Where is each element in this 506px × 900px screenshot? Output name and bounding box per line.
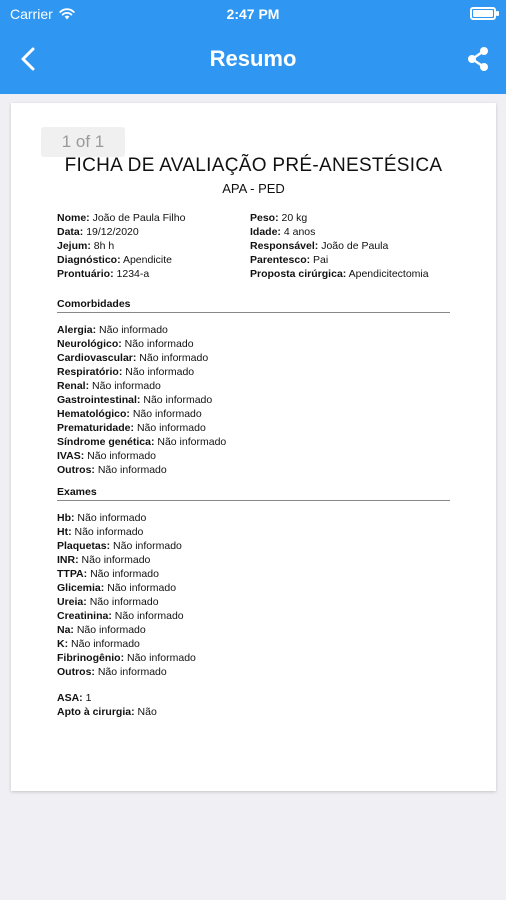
list-item: Renal: Não informado: [57, 380, 161, 392]
list-item: Fibrinogênio: Não informado: [57, 652, 196, 664]
info-row: Peso: 20 kg: [250, 212, 308, 224]
battery-icon: [470, 7, 496, 20]
list-item: Hematológico: Não informado: [57, 408, 202, 420]
asa-row: ASA: 1: [57, 692, 92, 704]
list-item: Creatinina: Não informado: [57, 610, 184, 622]
info-row: Diagnóstico: Apendicite: [57, 254, 172, 266]
navigation-bar: [0, 28, 506, 94]
list-item: Alergia: Não informado: [57, 324, 168, 336]
carrier-label: Carrier: [10, 6, 53, 22]
list-item: Gastrointestinal: Não informado: [57, 394, 213, 406]
list-item: Outros: Não informado: [57, 666, 167, 678]
document-subtitle: APA - PED: [222, 181, 285, 196]
list-item: K: Não informado: [57, 638, 140, 650]
info-row: Proposta cirúrgica: Apendicitectomia: [250, 268, 429, 280]
list-item: Na: Não informado: [57, 624, 146, 636]
list-item: Plaquetas: Não informado: [57, 540, 182, 552]
list-item: Síndrome genética: Não informado: [57, 436, 227, 448]
list-item: Outros: Não informado: [57, 464, 167, 476]
list-item: Prematuridade: Não informado: [57, 422, 206, 434]
status-bar: [0, 0, 506, 28]
final-assessment: [57, 691, 457, 719]
info-row: Prontuário: 1234-a: [57, 268, 150, 280]
exames-list: [57, 511, 457, 679]
page-title: Resumo: [209, 46, 297, 71]
apto-row: Apto à cirurgia: Não: [57, 706, 157, 718]
list-item: IVAS: Não informado: [57, 450, 157, 462]
list-item: Neurológico: Não informado: [57, 338, 194, 350]
list-item: Ureia: Não informado: [57, 596, 159, 608]
info-row: Data: 19/12/2020: [57, 226, 139, 238]
section-header-exames: Exames: [57, 486, 450, 501]
info-row: Responsável: João de Paula: [250, 240, 389, 252]
status-time: 2:47 PM: [226, 6, 280, 22]
list-item: Ht: Não informado: [57, 526, 144, 538]
list-item: TTPA: Não informado: [57, 568, 159, 580]
list-item: Glicemia: Não informado: [57, 582, 177, 594]
share-icon: [464, 44, 492, 74]
list-item: Respiratório: Não informado: [57, 366, 195, 378]
info-row: Parentesco: Pai: [250, 254, 329, 266]
top-bar: [0, 0, 506, 94]
pdf-page[interactable]: [11, 103, 496, 791]
document-title: FICHA DE AVALIAÇÃO PRÉ-ANESTÉSICA: [64, 155, 443, 176]
list-item: Cardiovascular: Não informado: [57, 352, 209, 364]
patient-info-right: [250, 211, 490, 281]
section-header-comorbidades: Comorbidades: [57, 298, 450, 313]
info-row: Jejum: 8h h: [57, 240, 115, 252]
share-button[interactable]: [464, 44, 492, 74]
list-item: INR: Não informado: [57, 554, 151, 566]
info-row: Nome: João de Paula Filho: [57, 212, 186, 224]
patient-info-left: [57, 211, 247, 281]
comorbidades-list: [57, 323, 457, 477]
page-indicator: 1 of 1: [41, 127, 125, 157]
info-row: Idade: 4 anos: [250, 226, 316, 238]
list-item: Hb: Não informado: [57, 512, 147, 524]
